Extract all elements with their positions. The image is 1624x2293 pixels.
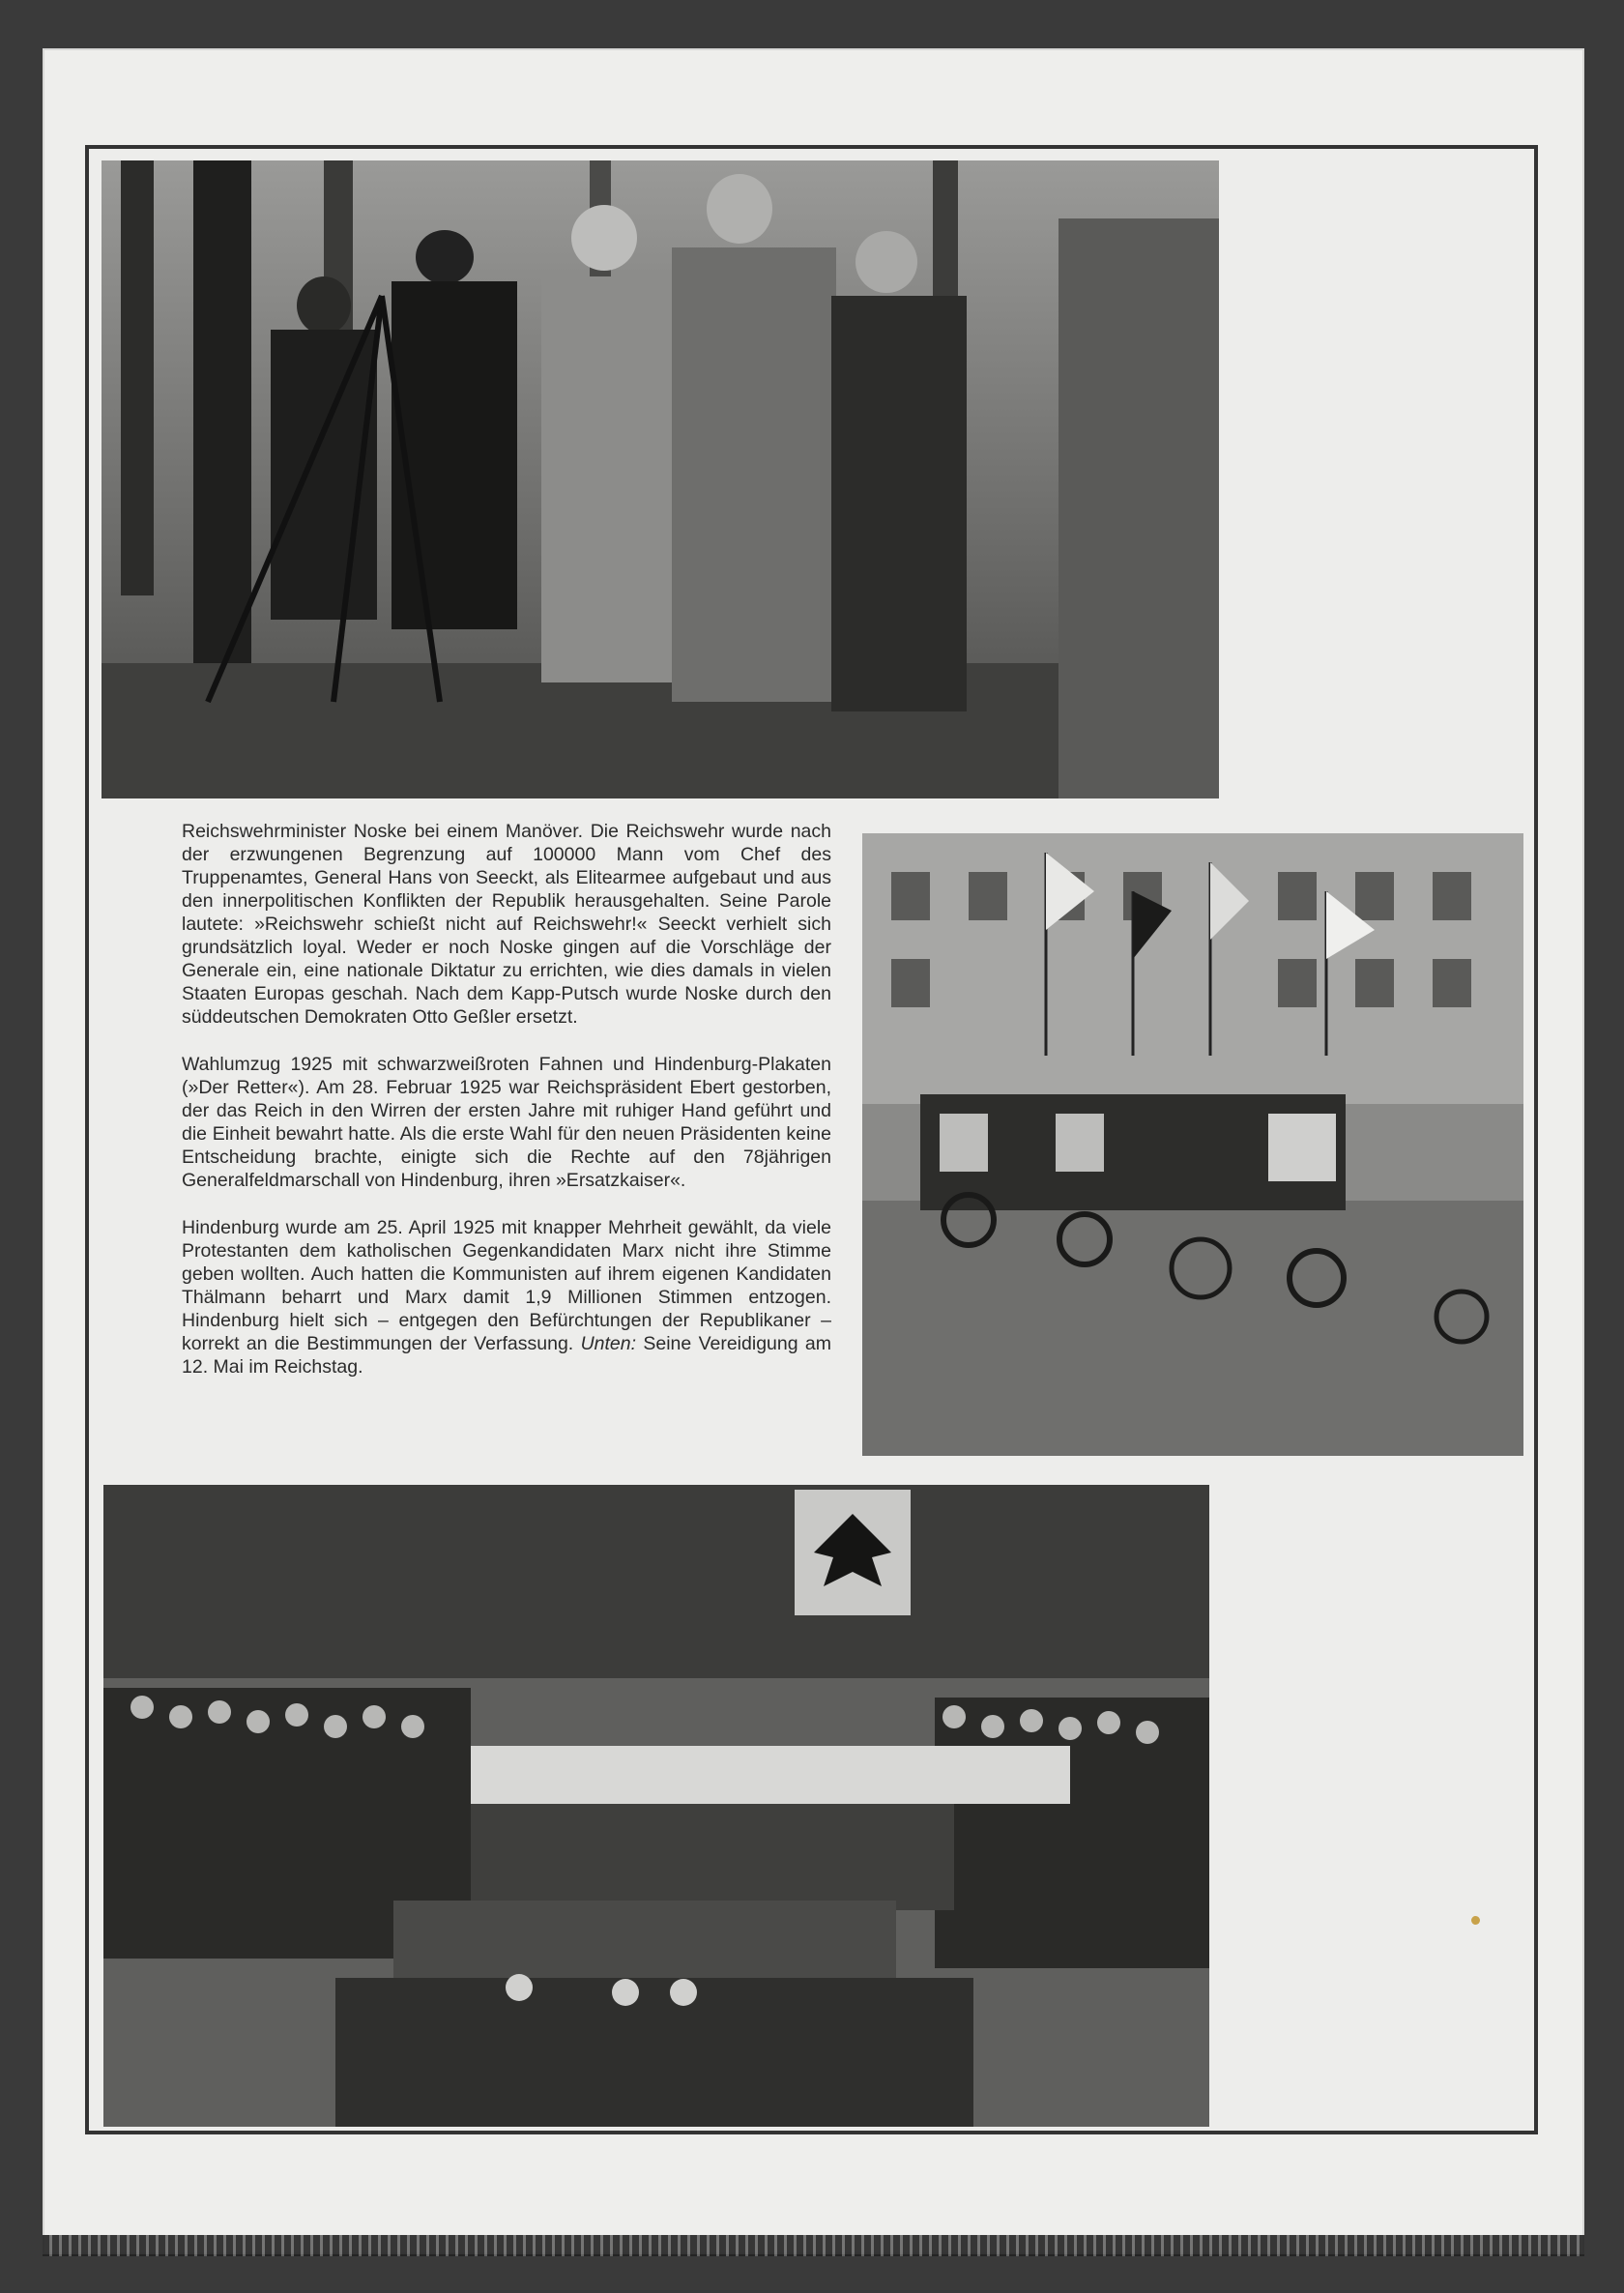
photo-swearing-in-reichstag: [103, 1485, 1209, 2127]
album-binding-strip: [43, 2235, 1584, 2256]
photo-maneuver: [102, 160, 1219, 798]
caption-paragraph-wahlumzug: Wahlumzug 1925 mit schwarzweißroten Fahnen und Hindenburg-Plakaten (»Der Retter«). Am 28. Februar 1925 war Reichspräsident Ebert gestorben, der das Reich in den Wirren der ersten Jahre mit ruhiger Hand geführt und die Einheit bewahrt hatte. Als die erste Wahl für den neuen Präsidenten keine Entscheidung brachte, einigte sich die Rechte auf den 78jährigen Generalfeldmarschall von Hindenburg, ihren »Ersatzkaiser«.: [182, 1054, 831, 1191]
caption-paragraph-hindenburg: [182, 1216, 831, 1379]
photo-election-parade: [862, 833, 1523, 1456]
caption-column: [182, 820, 831, 1403]
caption-paragraph-hindenburg-main: Hindenburg wurde am 25. April 1925 mit knapper Mehrheit gewählt, da viele Protestanten dem katholischen Gegenkandidaten Marx nicht ihre Stimme geben wollten. Auch hatten die Kommunisten auf ihrem eigenen Kandidaten Thälmann beharrt und Marx damit 1,9 Millionen Stimmen entzogen. Hindenburg hielt sich – entgegen den Befürchtungen der Republikaner – korrekt an die Bestimmungen der Verfassung.: [182, 1217, 831, 1354]
caption-paragraph-noske: Reichswehrminister Noske bei einem Manöver. Die Reichswehr wurde nach der erzwungenen Begrenzung auf 100000 Mann vom Chef des Truppenamtes, General Hans von Seeckt, als Elitearmee aufgebaut und aus den innerpolitischen Konflikten der Republik herausgehalten. Seine Parole lautete: »Reichswehr schießt nicht auf Reichswehr!« Seeckt verhielt sich grundsätzlich loyal. Weder er noch Noske gingen auf die Vorschläge der Generale ein, eine nationale Diktatur zu errichten, wie dies damals in vielen Staaten Europas geschah. Nach dem Kapp-Putsch wurde Noske durch den süddeutschen Demokraten Otto Geßler ersetzt.: [182, 821, 831, 1028]
caption-emphasis-unten: Unten:: [580, 1333, 637, 1354]
caption-paragraph-hindenburg-tail: Seine Vereidigung am 12. Mai im Reichstag.: [182, 1333, 831, 1378]
paper-spot: [1471, 1916, 1480, 1925]
